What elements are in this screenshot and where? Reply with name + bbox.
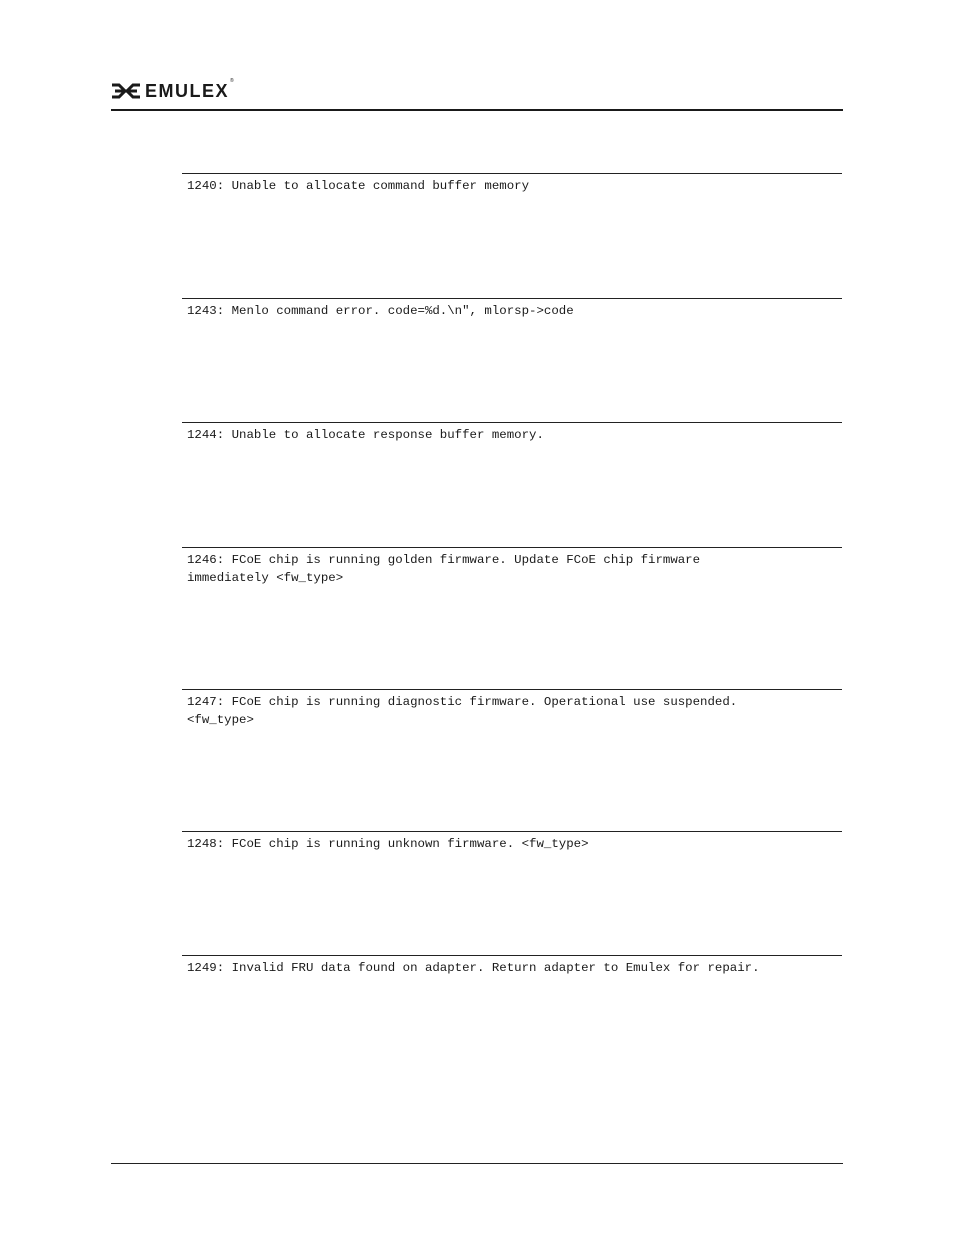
logo-text: EMULEX <box>145 81 230 101</box>
emulex-logo <box>111 80 235 102</box>
logo-wordmark <box>145 78 236 101</box>
message-text: 1248: FCoE chip is running unknown firmware. <fw_type> <box>187 837 589 851</box>
message-text: 1243: Menlo command error. code=%d.\n", mlorsp->code <box>187 304 574 318</box>
message-text: 1249: Invalid FRU data found on adapter. Return adapter to Emulex for repair. <box>187 961 760 975</box>
trademark-mark: ® <box>230 78 236 84</box>
message-entry-1246 <box>182 547 842 587</box>
message-entry-1248 <box>182 831 842 854</box>
message-text: 1240: Unable to allocate command buffer memory <box>187 179 530 193</box>
message-entry-1249 <box>182 955 842 978</box>
message-text: 1247: FCoE chip is running diagnostic firmware. Operational use suspended. <fw_type> <box>187 695 738 727</box>
page-header <box>111 78 843 111</box>
message-text: 1246: FCoE chip is running golden firmware. Update FCoE chip firmware immediately <fw_type> <box>187 553 701 585</box>
message-entry-1247 <box>182 689 842 729</box>
message-entry-1243 <box>182 298 842 321</box>
message-entry-1244 <box>182 422 842 445</box>
emulex-logo-icon <box>111 83 141 99</box>
message-text: 1244: Unable to allocate response buffer memory. <box>187 428 544 442</box>
footer-divider <box>111 1163 843 1164</box>
message-entry-1240 <box>182 173 842 196</box>
